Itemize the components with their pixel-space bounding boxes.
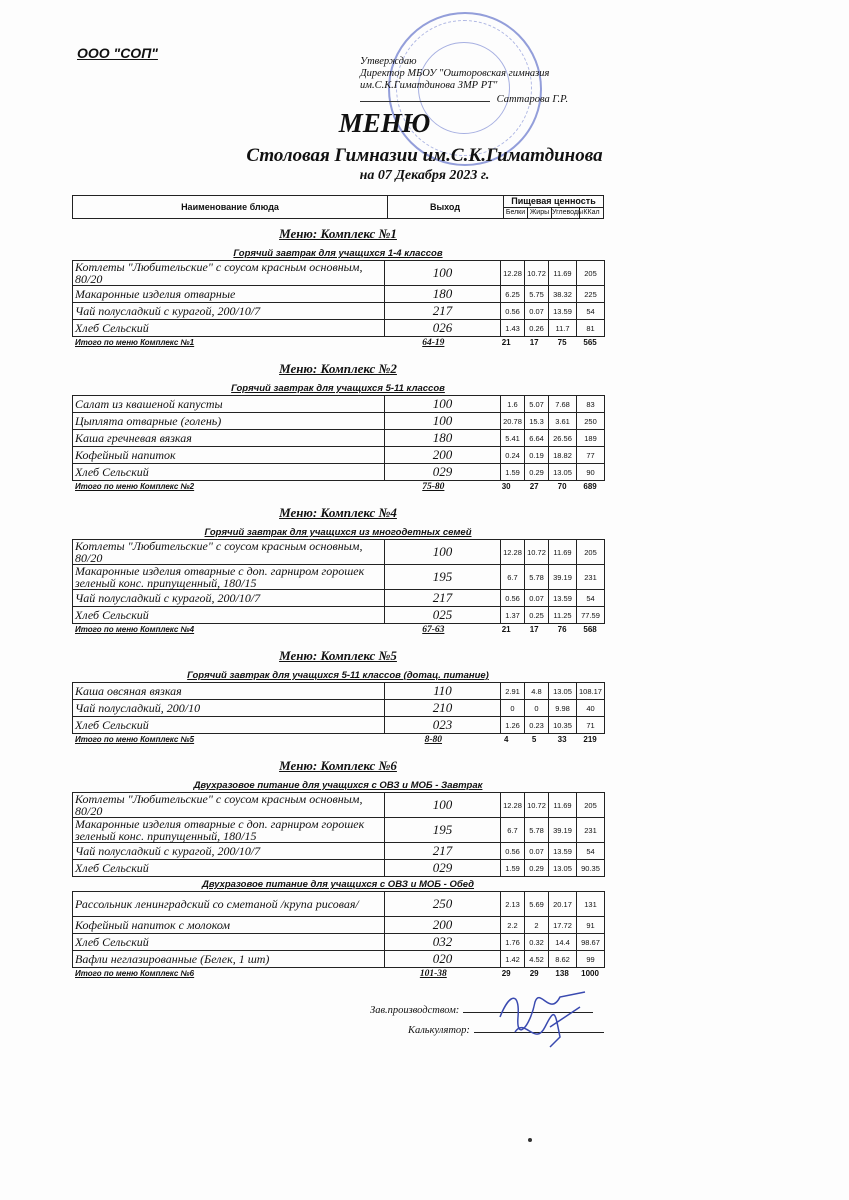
dish-fats: 15.3 xyxy=(525,413,549,430)
dish-fats: 5.07 xyxy=(525,396,549,413)
dish-carbs: 39.19 xyxy=(549,565,577,590)
dish-kcal: 250 xyxy=(577,413,605,430)
dish-kcal: 77.59 xyxy=(577,607,605,624)
dish-proteins: 5.41 xyxy=(501,430,525,447)
dish-fats: 0.32 xyxy=(525,934,549,951)
dish-carbs: 11.69 xyxy=(549,793,577,818)
total-kcal: 568 xyxy=(583,625,597,634)
table-row xyxy=(73,413,605,430)
dish-carbs: 13.59 xyxy=(549,303,577,320)
dish-name: Вафли неглазированные (Белек, 1 шт) xyxy=(73,951,385,968)
complex-total xyxy=(72,734,604,746)
dish-fats: 5.78 xyxy=(525,565,549,590)
section-title: Двухразовое питание для учащихся с ОВЗ и МОБ - Обед xyxy=(201,879,475,890)
col-fats: Жиры xyxy=(528,208,552,218)
dish-kcal: 71 xyxy=(577,717,605,734)
dish-name: Хлеб Сельский xyxy=(73,717,385,734)
total-carbs: 75 xyxy=(557,338,567,347)
total-kcal: 219 xyxy=(583,735,597,744)
dish-name: Хлеб Сельский xyxy=(73,320,385,337)
dish-carbs: 11.69 xyxy=(549,540,577,565)
dish-carbs: 7.68 xyxy=(549,396,577,413)
table-row xyxy=(73,717,605,734)
dish-name: Макаронные изделия отварные с доп. гарниром горошек зеленый конс. припущенный, 180/15 xyxy=(73,818,385,843)
dish-portion: 200 xyxy=(385,447,501,464)
dish-carbs: 3.61 xyxy=(549,413,577,430)
dish-name: Хлеб Сельский xyxy=(73,607,385,624)
total-kcal: 689 xyxy=(583,482,597,491)
dish-kcal: 205 xyxy=(577,261,605,286)
complex-title: Меню: Комплекс №4 xyxy=(279,505,397,520)
dish-proteins: 2.2 xyxy=(501,917,525,934)
table-row xyxy=(73,320,605,337)
dish-fats: 0.19 xyxy=(525,447,549,464)
table-row xyxy=(73,540,605,565)
dish-proteins: 0.56 xyxy=(501,843,525,860)
dish-kcal: 83 xyxy=(577,396,605,413)
section-title: Горячий завтрак для учащихся 5-11 классов xyxy=(231,383,445,394)
dish-proteins: 1.37 xyxy=(501,607,525,624)
menu-table xyxy=(72,682,605,734)
total-carbs: 33 xyxy=(557,735,567,744)
dish-portion: 180 xyxy=(385,430,501,447)
dish-carbs: 20.17 xyxy=(549,892,577,917)
total-label: Итого по меню Комплекс №4 xyxy=(75,625,195,634)
dish-fats: 0 xyxy=(525,700,549,717)
dish-proteins: 1.59 xyxy=(501,464,525,481)
dish-proteins: 6.25 xyxy=(501,286,525,303)
dish-fats: 5.75 xyxy=(525,286,549,303)
table-row xyxy=(73,261,605,286)
handwritten-signature xyxy=(490,987,600,1057)
table-row xyxy=(73,396,605,413)
dish-proteins: 0 xyxy=(501,700,525,717)
canteen-name: Столовая Гимназии им.С.К.Гиматдинова xyxy=(246,145,603,166)
organization-name: ООО "СОП" xyxy=(77,45,158,61)
total-fats: 27 xyxy=(529,482,539,491)
col-carbs: Углеводы xyxy=(552,209,584,216)
complex-title: Меню: Комплекс №1 xyxy=(279,226,397,241)
total-label: Итого по меню Комплекс №2 xyxy=(75,482,195,491)
dish-name: Макаронные изделия отварные с доп. гарниром горошек зеленый конс. припущенный, 180/15 xyxy=(73,565,385,590)
dish-carbs: 38.32 xyxy=(549,286,577,303)
total-fats: 17 xyxy=(529,625,539,634)
dish-name: Цыплята отварные (голень) xyxy=(73,413,385,430)
dish-proteins: 12.28 xyxy=(501,261,525,286)
total-proteins: 30 xyxy=(501,482,511,491)
table-row xyxy=(73,793,605,818)
total-code: 8-80 xyxy=(424,735,443,745)
dish-name: Чай полусладкий с курагой, 200/10/7 xyxy=(73,303,385,320)
table-row xyxy=(73,892,605,917)
dish-carbs: 13.05 xyxy=(549,860,577,877)
dish-proteins: 0.56 xyxy=(501,590,525,607)
dish-fats: 6.64 xyxy=(525,430,549,447)
dish-fats: 4.8 xyxy=(525,683,549,700)
table-row xyxy=(73,607,605,624)
speck-mark xyxy=(528,1138,532,1142)
menu-table xyxy=(72,792,605,877)
signature-calc-label: Калькулятор: xyxy=(408,1025,470,1036)
section-title: Двухразовое питание для учащихся с ОВЗ и МОБ - Завтрак xyxy=(193,780,483,791)
col-dish-name: Наименование блюда xyxy=(73,196,388,218)
dish-proteins: 6.7 xyxy=(501,565,525,590)
complex-title: Меню: Комплекс №5 xyxy=(279,648,397,663)
menu-table xyxy=(72,891,605,968)
dish-kcal: 81 xyxy=(577,320,605,337)
dish-name: Хлеб Сельский xyxy=(73,860,385,877)
table-row xyxy=(73,303,605,320)
dish-carbs: 14.4 xyxy=(549,934,577,951)
dish-proteins: 0.56 xyxy=(501,303,525,320)
total-kcal: 565 xyxy=(583,338,597,347)
dish-proteins: 6.7 xyxy=(501,818,525,843)
dish-name: Макаронные изделия отварные xyxy=(73,286,385,303)
dish-portion: 100 xyxy=(385,261,501,286)
dish-kcal: 90.35 xyxy=(577,860,605,877)
dish-name: Рассольник ленинградский со сметаной /крупа рисовая/ xyxy=(73,892,385,917)
dish-kcal: 231 xyxy=(577,818,605,843)
dish-fats: 0.25 xyxy=(525,607,549,624)
dish-portion: 195 xyxy=(385,565,501,590)
dish-portion: 195 xyxy=(385,818,501,843)
dish-carbs: 26.56 xyxy=(549,430,577,447)
dish-portion: 210 xyxy=(385,700,501,717)
approval-line-2: Директор МБОУ "Ошторовская гимназия xyxy=(360,68,550,79)
dish-name: Котлеты "Любительские" с соусом красным основным, 80/20 xyxy=(73,793,385,818)
dish-fats: 0.26 xyxy=(525,320,549,337)
dish-kcal: 77 xyxy=(577,447,605,464)
total-proteins: 29 xyxy=(501,969,511,978)
total-code: 75-80 xyxy=(422,482,445,492)
total-fats: 29 xyxy=(529,969,539,978)
dish-portion: 025 xyxy=(385,607,501,624)
dish-portion: 032 xyxy=(385,934,501,951)
approval-line-1: Утверждаю xyxy=(360,56,417,67)
dish-name: Чай полусладкий, 200/10 xyxy=(73,700,385,717)
dish-fats: 5.69 xyxy=(525,892,549,917)
dish-proteins: 1.59 xyxy=(501,860,525,877)
col-portion: Выход xyxy=(387,196,504,218)
dish-fats: 4.52 xyxy=(525,951,549,968)
total-fats: 17 xyxy=(529,338,539,347)
dish-portion: 217 xyxy=(385,303,501,320)
dish-portion: 180 xyxy=(385,286,501,303)
total-code: 101-38 xyxy=(419,969,447,979)
dish-proteins: 0.24 xyxy=(501,447,525,464)
signatures xyxy=(370,1005,604,1045)
col-kcal: ККал xyxy=(583,209,600,216)
dish-proteins: 1.26 xyxy=(501,717,525,734)
dish-portion: 100 xyxy=(385,793,501,818)
complex-title: Меню: Комплекс №6 xyxy=(279,758,397,773)
menu-content xyxy=(72,222,604,992)
dish-fats: 0.07 xyxy=(525,303,549,320)
dish-fats: 0.29 xyxy=(525,860,549,877)
approval-name: Саттарова Г.Р. xyxy=(496,94,569,105)
dish-kcal: 205 xyxy=(577,540,605,565)
total-kcal: 1000 xyxy=(581,969,599,978)
table-row xyxy=(73,934,605,951)
dish-name: Хлеб Сельский xyxy=(73,464,385,481)
dish-carbs: 10.35 xyxy=(549,717,577,734)
dish-portion: 217 xyxy=(385,590,501,607)
col-proteins: Белки xyxy=(504,208,528,218)
dish-proteins: 12.28 xyxy=(501,540,525,565)
dish-carbs: 11.7 xyxy=(549,320,577,337)
dish-fats: 0.29 xyxy=(525,464,549,481)
dish-kcal: 231 xyxy=(577,565,605,590)
dish-fats: 0.23 xyxy=(525,717,549,734)
section-title: Горячий завтрак для учащихся 5-11 классов (дотац. питание) xyxy=(187,670,489,681)
dish-fats: 2 xyxy=(525,917,549,934)
dish-portion: 250 xyxy=(385,892,501,917)
dish-portion: 100 xyxy=(385,540,501,565)
dish-kcal: 54 xyxy=(577,590,605,607)
table-row xyxy=(73,917,605,934)
dish-carbs: 13.05 xyxy=(549,464,577,481)
dish-portion: 029 xyxy=(385,860,501,877)
dish-kcal: 54 xyxy=(577,303,605,320)
dish-name: Хлеб Сельский xyxy=(73,934,385,951)
dish-name: Чай полусладкий с курагой, 200/10/7 xyxy=(73,590,385,607)
dish-kcal: 91 xyxy=(577,917,605,934)
dish-proteins: 1.6 xyxy=(501,396,525,413)
dish-fats: 5.78 xyxy=(525,818,549,843)
dish-fats: 10.72 xyxy=(525,793,549,818)
total-label: Итого по меню Комплекс №1 xyxy=(75,338,195,347)
table-row xyxy=(73,565,605,590)
dish-proteins: 2.91 xyxy=(501,683,525,700)
page-title: МЕНЮ xyxy=(338,108,431,138)
total-proteins: 21 xyxy=(501,625,511,634)
menu-date: на 07 Декабря 2023 г. xyxy=(359,168,490,183)
dish-portion: 026 xyxy=(385,320,501,337)
total-proteins: 4 xyxy=(503,735,509,744)
complex-total xyxy=(72,337,604,349)
dish-kcal: 225 xyxy=(577,286,605,303)
dish-proteins: 12.28 xyxy=(501,793,525,818)
table-row xyxy=(73,447,605,464)
approval-signature-row xyxy=(360,94,568,106)
dish-kcal: 189 xyxy=(577,430,605,447)
dish-kcal: 108.17 xyxy=(577,683,605,700)
table-row xyxy=(73,430,605,447)
dish-name: Котлеты "Любительские" с соусом красным основным, 80/20 xyxy=(73,540,385,565)
complex-total xyxy=(72,624,604,636)
total-proteins: 21 xyxy=(501,338,511,347)
menu-table xyxy=(72,260,605,337)
approval-signature-line xyxy=(360,101,490,102)
dish-fats: 10.72 xyxy=(525,261,549,286)
dish-carbs: 11.25 xyxy=(549,607,577,624)
complex-total xyxy=(72,968,604,980)
dish-fats: 0.07 xyxy=(525,590,549,607)
dish-portion: 023 xyxy=(385,717,501,734)
total-fats: 5 xyxy=(531,735,537,744)
table-row xyxy=(73,286,605,303)
dish-carbs: 17.72 xyxy=(549,917,577,934)
dish-carbs: 13.05 xyxy=(549,683,577,700)
dish-proteins: 20.78 xyxy=(501,413,525,430)
table-row xyxy=(73,860,605,877)
total-carbs: 138 xyxy=(555,969,569,978)
menu-table xyxy=(72,395,605,481)
dish-portion: 110 xyxy=(385,683,501,700)
dish-proteins: 2.13 xyxy=(501,892,525,917)
total-code: 67-63 xyxy=(422,625,445,635)
total-label: Итого по меню Комплекс №5 xyxy=(75,735,195,744)
dish-proteins: 1.42 xyxy=(501,951,525,968)
table-row xyxy=(73,683,605,700)
section-title: Горячий завтрак для учащихся 1-4 классов xyxy=(233,248,443,259)
dish-portion: 200 xyxy=(385,917,501,934)
dish-kcal: 98.67 xyxy=(577,934,605,951)
dish-name: Каша гречневая вязкая xyxy=(73,430,385,447)
complex-total xyxy=(72,481,604,493)
section-title: Горячий завтрак для учащихся из многодетных семей xyxy=(204,527,472,538)
col-nutrition: Пищевая ценность xyxy=(504,196,603,208)
dish-portion: 100 xyxy=(385,413,501,430)
dish-kcal: 54 xyxy=(577,843,605,860)
table-row xyxy=(73,590,605,607)
dish-carbs: 8.62 xyxy=(549,951,577,968)
approval-line-3: им.С.К.Гиматдинова ЗМР РТ" xyxy=(360,80,498,91)
dish-kcal: 90 xyxy=(577,464,605,481)
dish-kcal: 131 xyxy=(577,892,605,917)
dish-kcal: 99 xyxy=(577,951,605,968)
dish-name: Кофейный напиток xyxy=(73,447,385,464)
table-row xyxy=(73,464,605,481)
dish-name: Каша овсяная вязкая xyxy=(73,683,385,700)
dish-portion: 100 xyxy=(385,396,501,413)
dish-carbs: 39.19 xyxy=(549,818,577,843)
dish-fats: 0.07 xyxy=(525,843,549,860)
table-header xyxy=(72,195,604,219)
dish-portion: 020 xyxy=(385,951,501,968)
dish-kcal: 40 xyxy=(577,700,605,717)
dish-name: Салат из квашеной капусты xyxy=(73,396,385,413)
total-label: Итого по меню Комплекс №6 xyxy=(75,969,195,978)
dish-name: Чай полусладкий с курагой, 200/10/7 xyxy=(73,843,385,860)
dish-carbs: 11.69 xyxy=(549,261,577,286)
complex-title: Меню: Комплекс №2 xyxy=(279,361,397,376)
signature-production-label: Зав.производством: xyxy=(370,1005,460,1016)
table-row xyxy=(73,818,605,843)
dish-name: Котлеты "Любительские" с соусом красным основным, 80/20 xyxy=(73,261,385,286)
total-carbs: 76 xyxy=(557,625,567,634)
dish-fats: 10.72 xyxy=(525,540,549,565)
dish-proteins: 1.76 xyxy=(501,934,525,951)
dish-name: Кофейный напиток с молоком xyxy=(73,917,385,934)
table-row xyxy=(73,951,605,968)
dish-portion: 217 xyxy=(385,843,501,860)
table-row xyxy=(73,700,605,717)
dish-carbs: 13.59 xyxy=(549,843,577,860)
menu-table xyxy=(72,539,605,624)
dish-carbs: 9.98 xyxy=(549,700,577,717)
dish-carbs: 13.59 xyxy=(549,590,577,607)
dish-proteins: 1.43 xyxy=(501,320,525,337)
dish-carbs: 18.82 xyxy=(549,447,577,464)
dish-kcal: 205 xyxy=(577,793,605,818)
approval-block xyxy=(360,56,568,106)
table-row xyxy=(73,843,605,860)
total-code: 64-19 xyxy=(422,338,445,348)
total-carbs: 70 xyxy=(557,482,567,491)
dish-portion: 029 xyxy=(385,464,501,481)
